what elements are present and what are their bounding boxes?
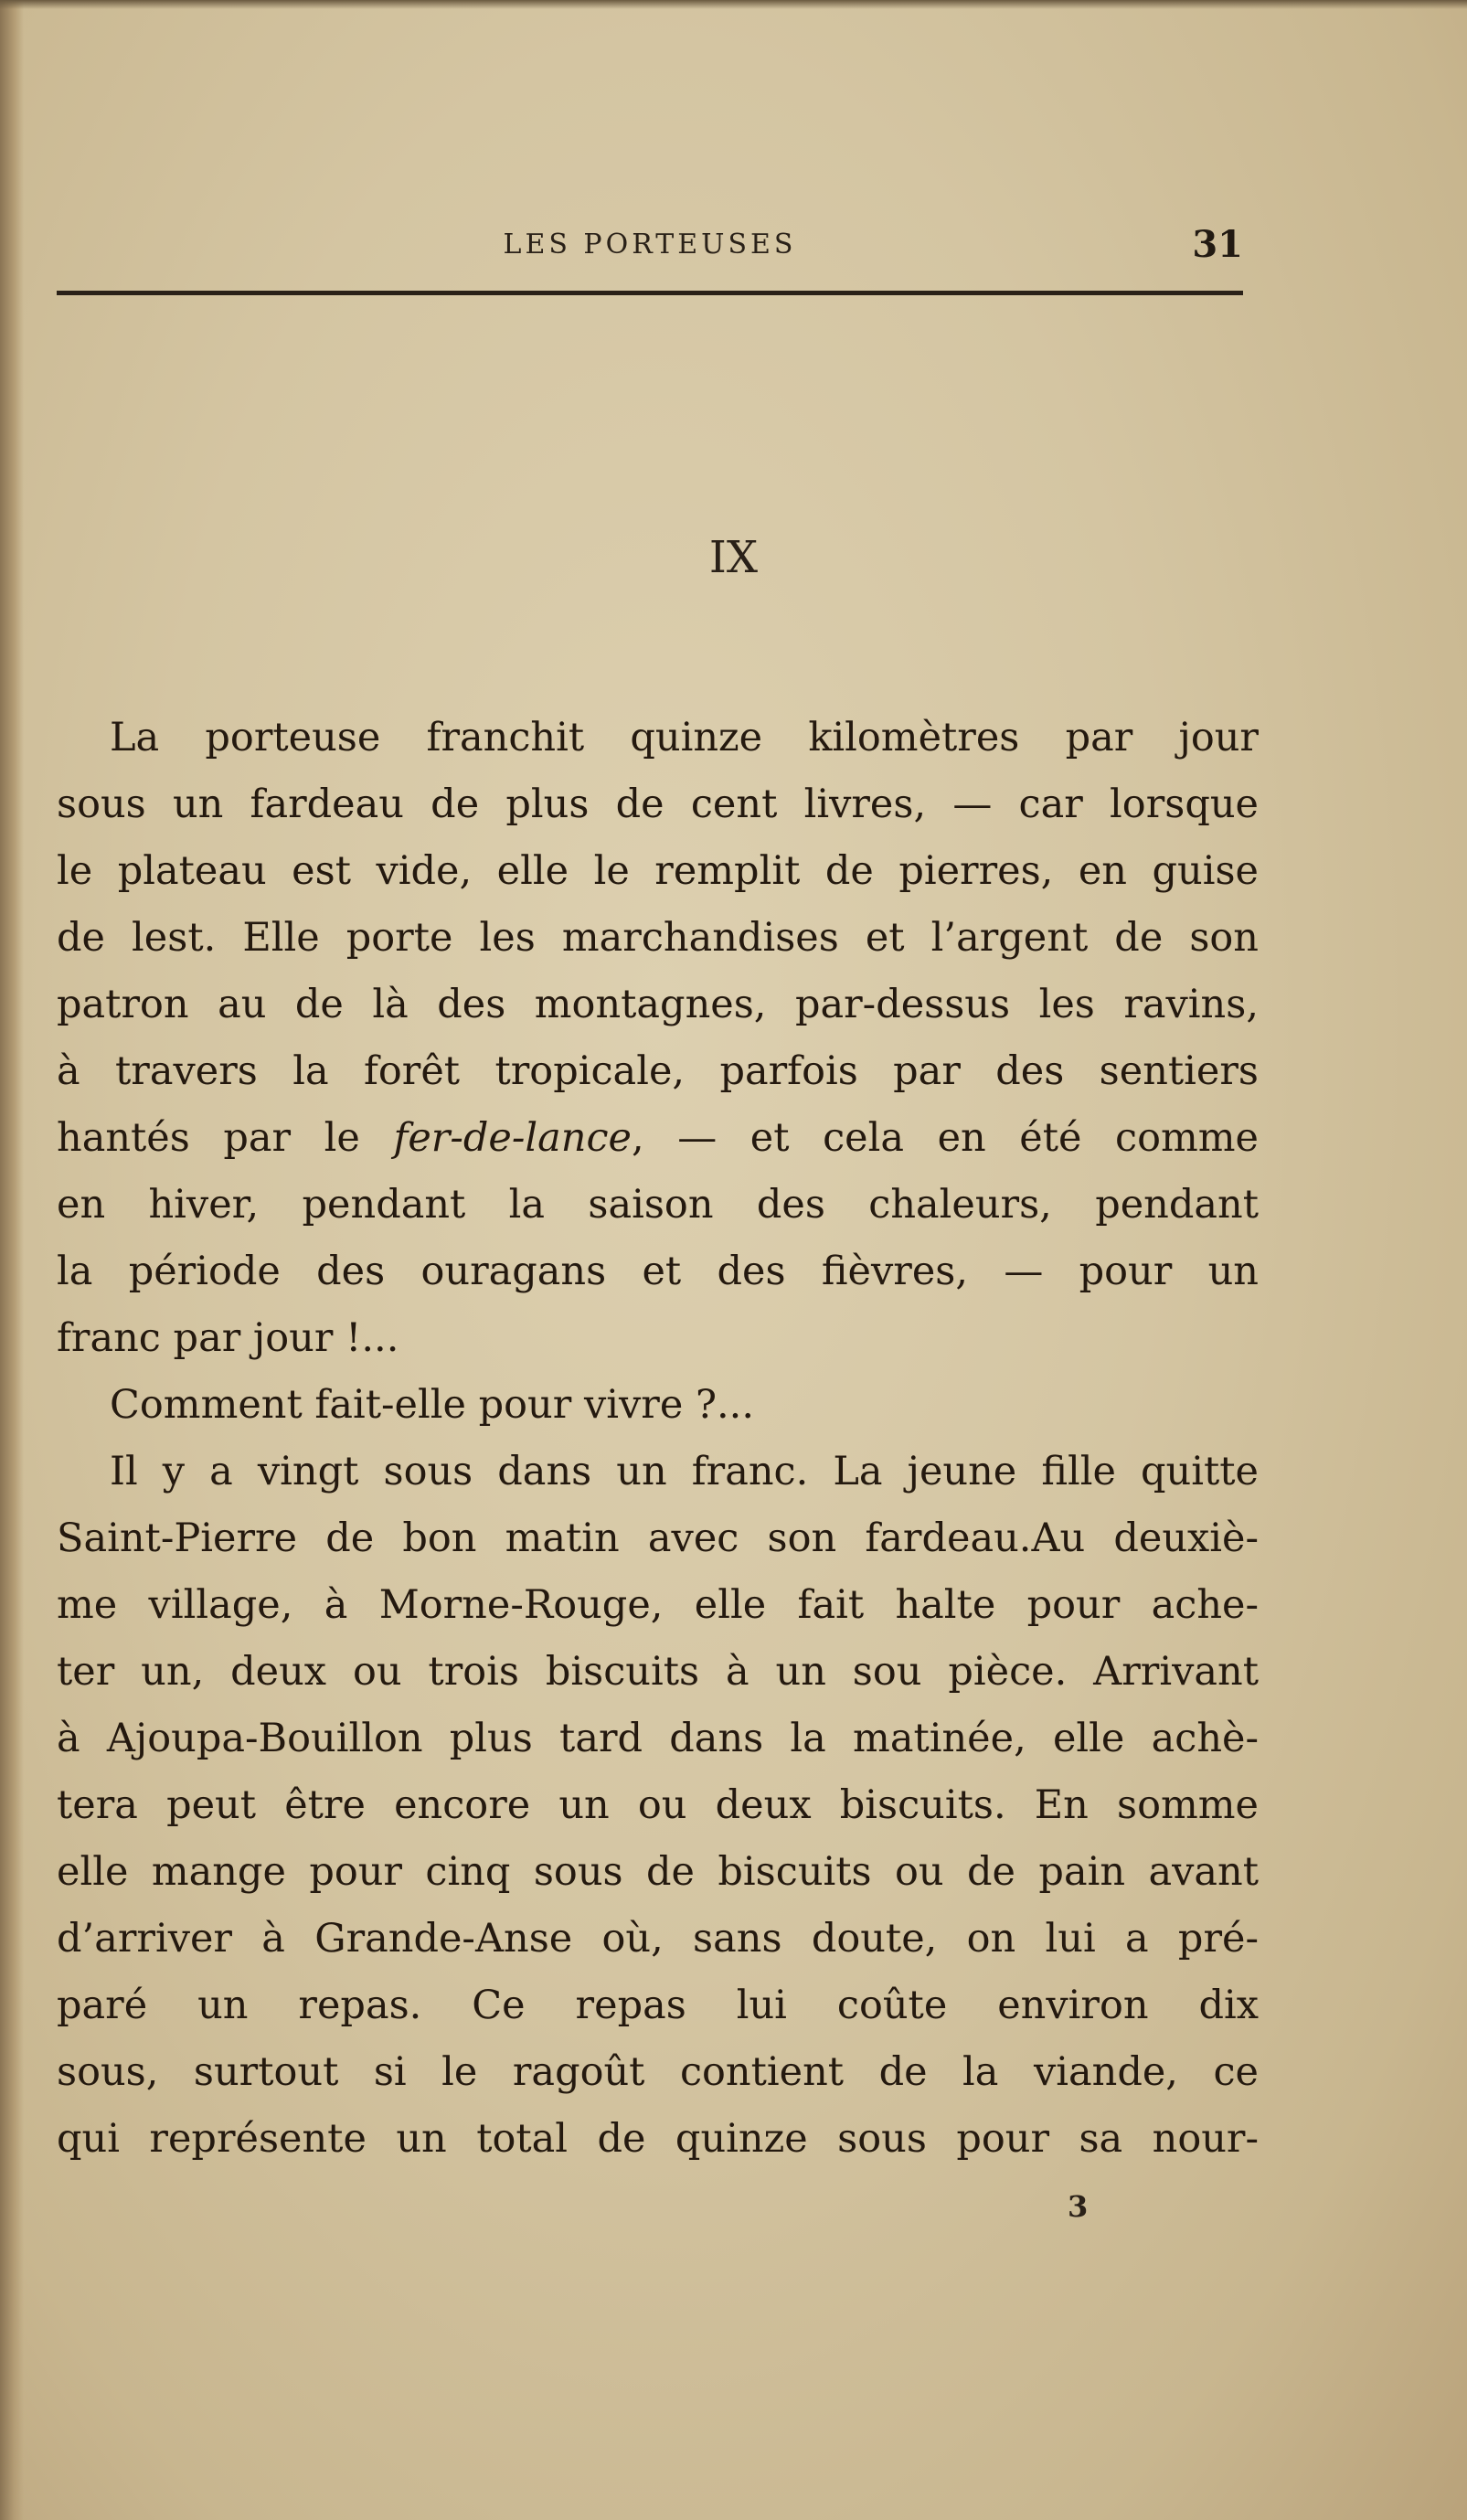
text-line: elle mange pour cinq sous de biscuits ou de pain avant (57, 1849, 1259, 1895)
text-line: sous, surtout si le ragoût contient de la viande, ce (57, 2049, 1259, 2095)
page-number: 31 (1192, 223, 1243, 266)
text-segment: , — et cela en été comme (632, 1115, 1259, 1161)
text-line: Il y a vingt sous dans un franc. La jeune fille quitte (110, 1449, 1259, 1494)
text-line (57, 1105, 1259, 1172)
text-line: ter un, deux ou trois biscuits à un sou pièce. Arrivant (57, 1649, 1259, 1695)
text-line: en hiver, pendant la saison des chaleurs, pendant (57, 1182, 1259, 1228)
text-line: Saint-Pierre de bon matin avec son fardeau.Au deuxiè- (57, 1515, 1259, 1561)
text-segment: hantés par le (57, 1115, 394, 1161)
page-top-edge-shadow (0, 0, 1467, 9)
text-line: la période des ouragans et des fièvres, — pour un (57, 1249, 1259, 1294)
text-line: me village, à Morne-Rouge, elle fait halte pour ache- (57, 1582, 1259, 1628)
signature-mark: 3 (1068, 2189, 1089, 2224)
text-line: le plateau est vide, elle le remplit de pierres, en guise (57, 848, 1259, 894)
text-line: d’arriver à Grande-Anse où, sans doute, on lui a pré- (57, 1916, 1259, 1962)
page-left-edge-shadow (0, 0, 24, 2520)
running-head (57, 223, 1243, 274)
running-title: LES PORTEUSES (503, 229, 797, 261)
text-line: à travers la forêt tropicale, parfois par des sentiers (57, 1048, 1259, 1094)
text-line: Comment fait-elle pour vivre ?... (110, 1382, 755, 1428)
text-line: de lest. Elle porte les marchandises et l’argent de son (57, 915, 1259, 961)
text-line: franc par jour !... (57, 1315, 399, 1361)
header-rule (57, 291, 1243, 295)
text-line: qui représente un total de quinze sous pour sa nour- (57, 2116, 1259, 2162)
text-line: tera peut être encore un ou deux biscuits. En somme (57, 1782, 1259, 1828)
text-line: paré un repas. Ce repas lui coûte environ dix (57, 1983, 1259, 2028)
text-line: La porteuse franchit quinze kilomètres par jour (110, 715, 1259, 760)
text-line: sous un fardeau de plus de cent livres, — car lorsque (57, 782, 1259, 827)
chapter-numeral: IX (708, 532, 759, 583)
text-line: à Ajoupa-Bouillon plus tard dans la matinée, elle achè- (57, 1716, 1259, 1761)
text-line: patron au de là des montagnes, par-dessus les ravins, (57, 982, 1259, 1027)
body-text (57, 705, 1259, 2173)
italic-term: fer-de-lance (393, 1115, 632, 1161)
